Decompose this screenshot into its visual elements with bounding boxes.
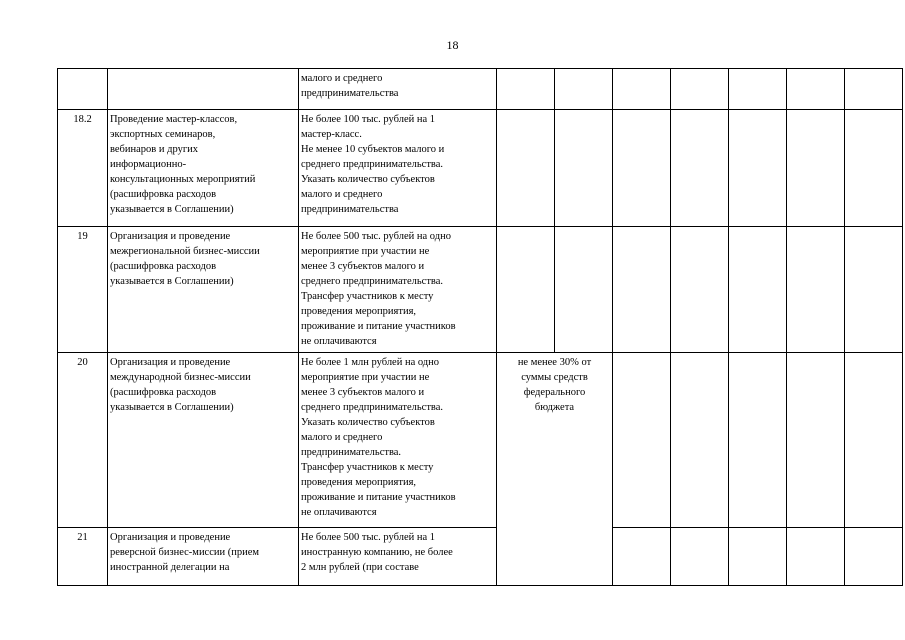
empty-cell [729,227,787,353]
row-number [58,69,108,110]
empty-cell [613,227,671,353]
conditions-line: проживание и питание участников [301,321,456,332]
conditions-line: Трансфер участников к месту [301,291,434,302]
empty-cell [671,353,729,528]
activity-name-line: иностранной делегации на [110,562,230,573]
conditions-line: 2 млн рублей (при составе [301,562,419,573]
activity-name-line: Проведение мастер-классов, [110,114,238,125]
activity-name-line: Организация и проведение [110,357,231,368]
activity-name-cell [108,227,299,353]
row-number: 18.2 [58,110,108,227]
activity-name-line: указывается в Соглашении) [110,402,234,413]
empty-cell [845,227,903,353]
conditions-line: малого и среднего [301,189,383,200]
empty-cell [787,110,845,227]
activity-name-line: межрегиональной бизнес-миссии [110,246,260,257]
conditions-line: Не более 100 тыс. рублей на 1 [301,114,436,125]
table-row [58,528,903,586]
conditions-line: не оплачиваются [301,507,377,518]
conditions-line: малого и среднего [301,432,383,443]
empty-cell [555,69,613,110]
empty-cell [787,353,845,528]
conditions-line: среднего предпринимательства. [301,402,444,413]
row-number: 20 [58,353,108,528]
empty-cell [787,227,845,353]
conditions-line: среднего предпринимательства. [301,276,444,287]
empty-cell [613,353,671,528]
cofinancing-line: суммы средств [521,372,588,383]
conditions-line: Трансфер участников к месту [301,462,434,473]
empty-cell [555,110,613,227]
conditions-line: менее 3 субъектов малого и [301,261,425,272]
cofinancing-cell [497,353,613,586]
empty-cell [497,110,555,227]
row-number: 19 [58,227,108,353]
conditions-line: предпринимательства. [301,447,402,458]
conditions-line: предпринимательства [301,204,399,215]
conditions-line: Не более 500 тыс. рублей на одно [301,231,451,242]
activity-name-line: (расшифровка расходов [110,387,217,398]
cofinancing-line: не менее 30% от [517,357,592,368]
empty-cell [845,110,903,227]
activity-name-line: консультационных мероприятий [110,174,256,185]
table-row [58,110,903,227]
activity-name-line: вебинаров и других [110,144,199,155]
conditions-line: малого и среднего [301,73,383,84]
cofinancing-line: федерального [523,387,586,398]
activity-name-cell [108,69,299,110]
empty-cell [787,69,845,110]
conditions-cell [299,353,497,528]
empty-cell [845,69,903,110]
conditions-line: менее 3 субъектов малого и [301,387,425,398]
activity-name-cell [108,528,299,586]
empty-cell [729,110,787,227]
conditions-line: Не более 1 млн рублей на одно [301,357,440,368]
activity-name-line: (расшифровка расходов [110,261,217,272]
conditions-line: Не менее 10 субъектов малого и [301,144,445,155]
row-number: 21 [58,528,108,586]
conditions-line: проведения мероприятия, [301,477,417,488]
activity-name-line: указывается в Соглашении) [110,204,234,215]
empty-cell [671,69,729,110]
expense-table [57,68,903,586]
empty-cell [671,528,729,586]
conditions-line: мероприятие при участии не [301,246,430,257]
table-row [58,227,903,353]
conditions-cell [299,110,497,227]
page-number: 18 [446,38,459,52]
activity-name-line: информационно- [110,159,187,170]
conditions-line: проведения мероприятия, [301,306,417,317]
activity-name-line: (расшифровка расходов [110,189,217,200]
empty-cell [671,227,729,353]
activity-name-line: реверсной бизнес-миссии (прием [110,547,260,558]
table-row [58,353,903,528]
empty-cell [845,353,903,528]
empty-cell [497,227,555,353]
empty-cell [729,528,787,586]
empty-cell [613,528,671,586]
activity-name-line: международной бизнес-миссии [110,372,251,383]
empty-cell [497,69,555,110]
table-row [58,69,903,110]
conditions-line: Указать количество субъектов [301,174,435,185]
empty-cell [845,528,903,586]
conditions-line: Указать количество субъектов [301,417,435,428]
conditions-line: мероприятие при участии не [301,372,430,383]
conditions-line: не оплачиваются [301,336,377,347]
activity-name-line: экспортных семинаров, [110,129,216,140]
conditions-line: предпринимательства [301,88,399,99]
conditions-line: иностранную компанию, не более [301,547,453,558]
empty-cell [729,353,787,528]
conditions-line: мастер-класс. [301,129,362,140]
cofinancing-line: бюджета [534,402,575,413]
conditions-line: проживание и питание участников [301,492,456,503]
empty-cell [555,227,613,353]
conditions-line: среднего предпринимательства. [301,159,444,170]
activity-name-line: Организация и проведение [110,231,231,242]
conditions-cell [299,227,497,353]
activity-name-cell [108,353,299,528]
empty-cell [729,69,787,110]
activity-name-line: указывается в Соглашении) [110,276,234,287]
conditions-cell [299,69,497,110]
empty-cell [613,69,671,110]
conditions-line: Не более 500 тыс. рублей на 1 [301,532,436,543]
empty-cell [613,110,671,227]
empty-cell [671,110,729,227]
conditions-cell [299,528,497,586]
activity-name-line: Организация и проведение [110,532,231,543]
activity-name-cell [108,110,299,227]
empty-cell [787,528,845,586]
